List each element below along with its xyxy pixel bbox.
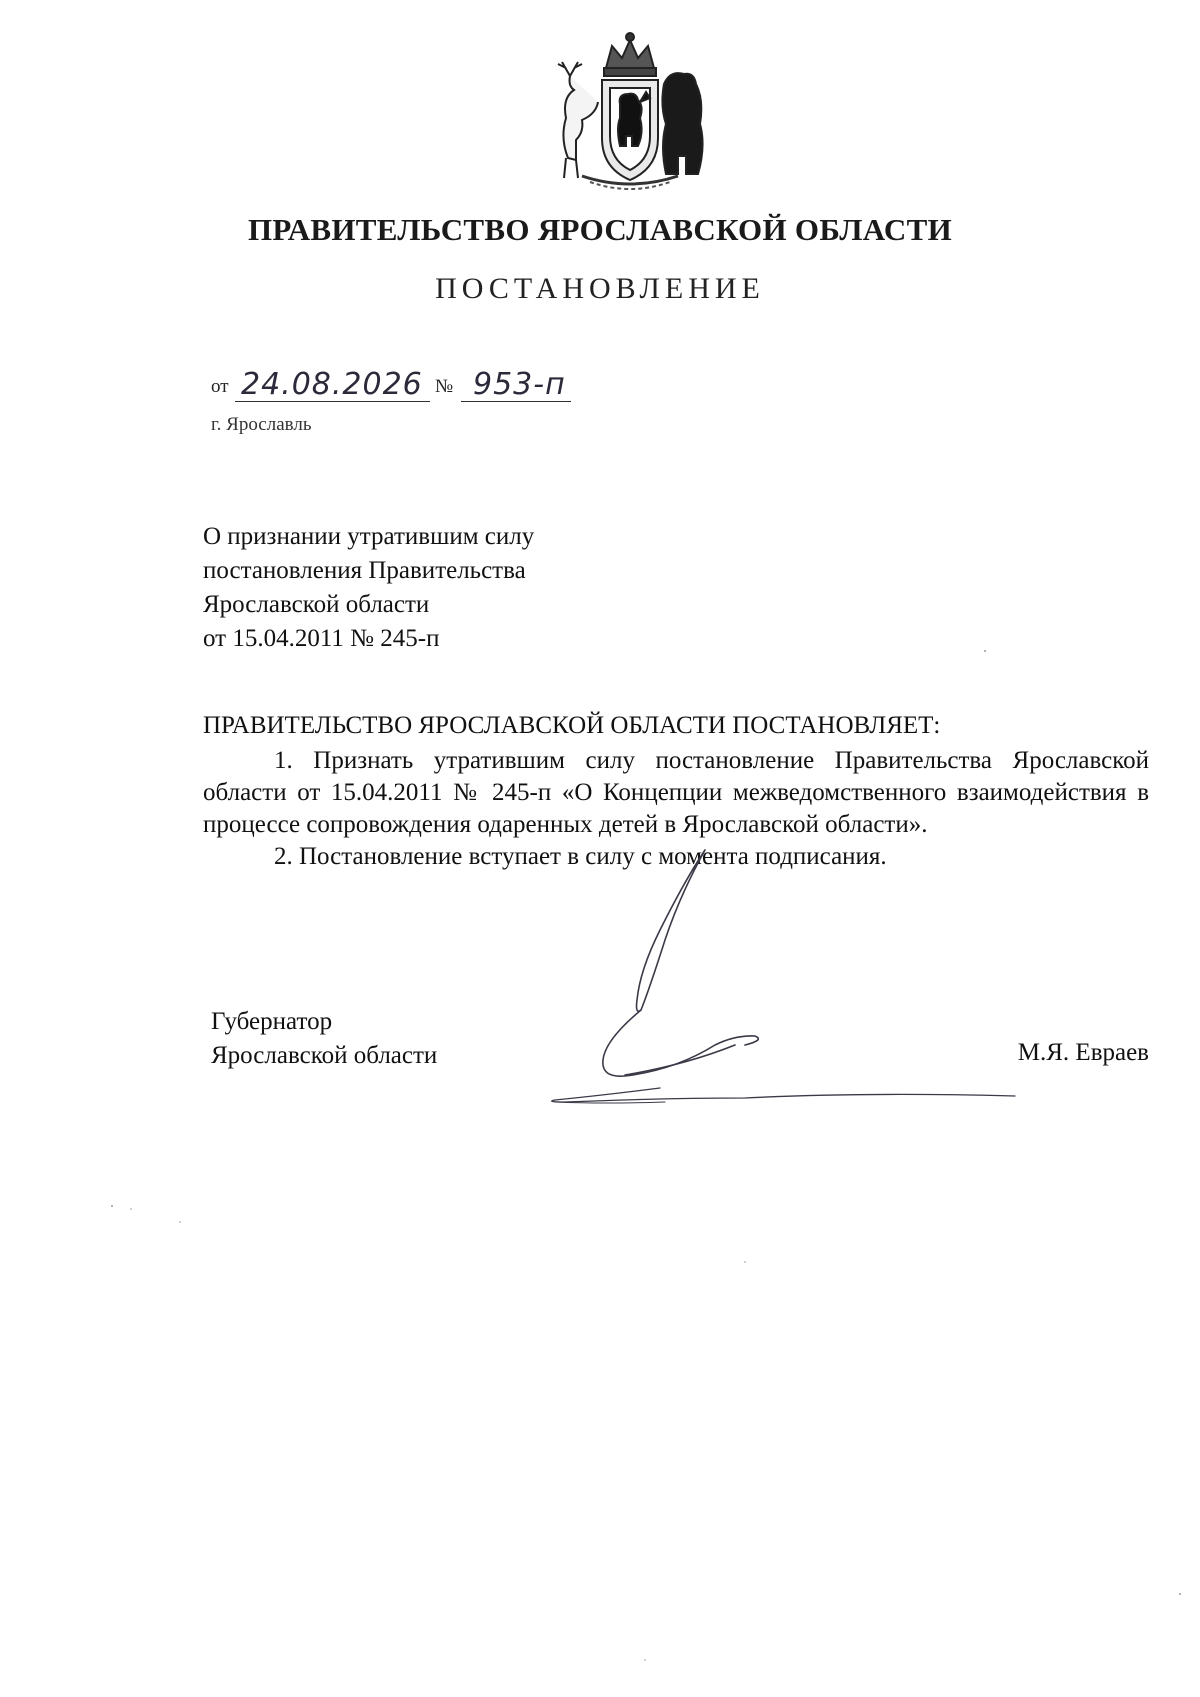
resolution-item: 1. Признать утратившим силу постановление Правительства Ярославской области от 15.04.2011 № 245-п «О Концепции межведомственного взаимодействия в процессе сопровождения одаренных детей в Ярославской области».	[203, 747, 1149, 838]
organization-title: ПРАВИТЕЛЬСТВО ЯРОСЛАВСКОЙ ОБЛАСТИ	[248, 212, 952, 247]
date-prefix: от	[211, 376, 229, 397]
handwritten-signature-icon	[545, 840, 1025, 1130]
document-type: ПОСТАНОВЛЕНИЕ	[435, 272, 765, 305]
subject-line: Ярославской области	[203, 591, 430, 618]
subject-line: постановления Правительства	[203, 557, 526, 584]
signer-position-line: Ярославской области	[211, 1042, 438, 1069]
date-number-line	[211, 358, 591, 406]
city: г. Ярославль	[211, 414, 312, 435]
signer-position	[211, 1005, 437, 1073]
number-prefix: №	[435, 376, 454, 397]
preamble: ПРАВИТЕЛЬСТВО ЯРОСЛАВСКОЙ ОБЛАСТИ ПОСТАНОВЛЯЕТ:	[203, 712, 941, 739]
coat-of-arms-icon	[540, 28, 720, 194]
subject-line: от 15.04.2011 № 245-п	[203, 625, 440, 652]
resolution-item: 2. Постановление вступает в силу с момента подписания.	[274, 843, 887, 870]
signer-position-line: Губернатор	[211, 1008, 333, 1035]
handwritten-date: 24.08.2026	[241, 367, 423, 402]
subject-line: О признании утратившим силу	[203, 523, 535, 550]
document-subject	[203, 520, 703, 656]
handwritten-number: 953-п	[473, 367, 566, 402]
signer-name: М.Я. Евраев	[1017, 1039, 1149, 1066]
